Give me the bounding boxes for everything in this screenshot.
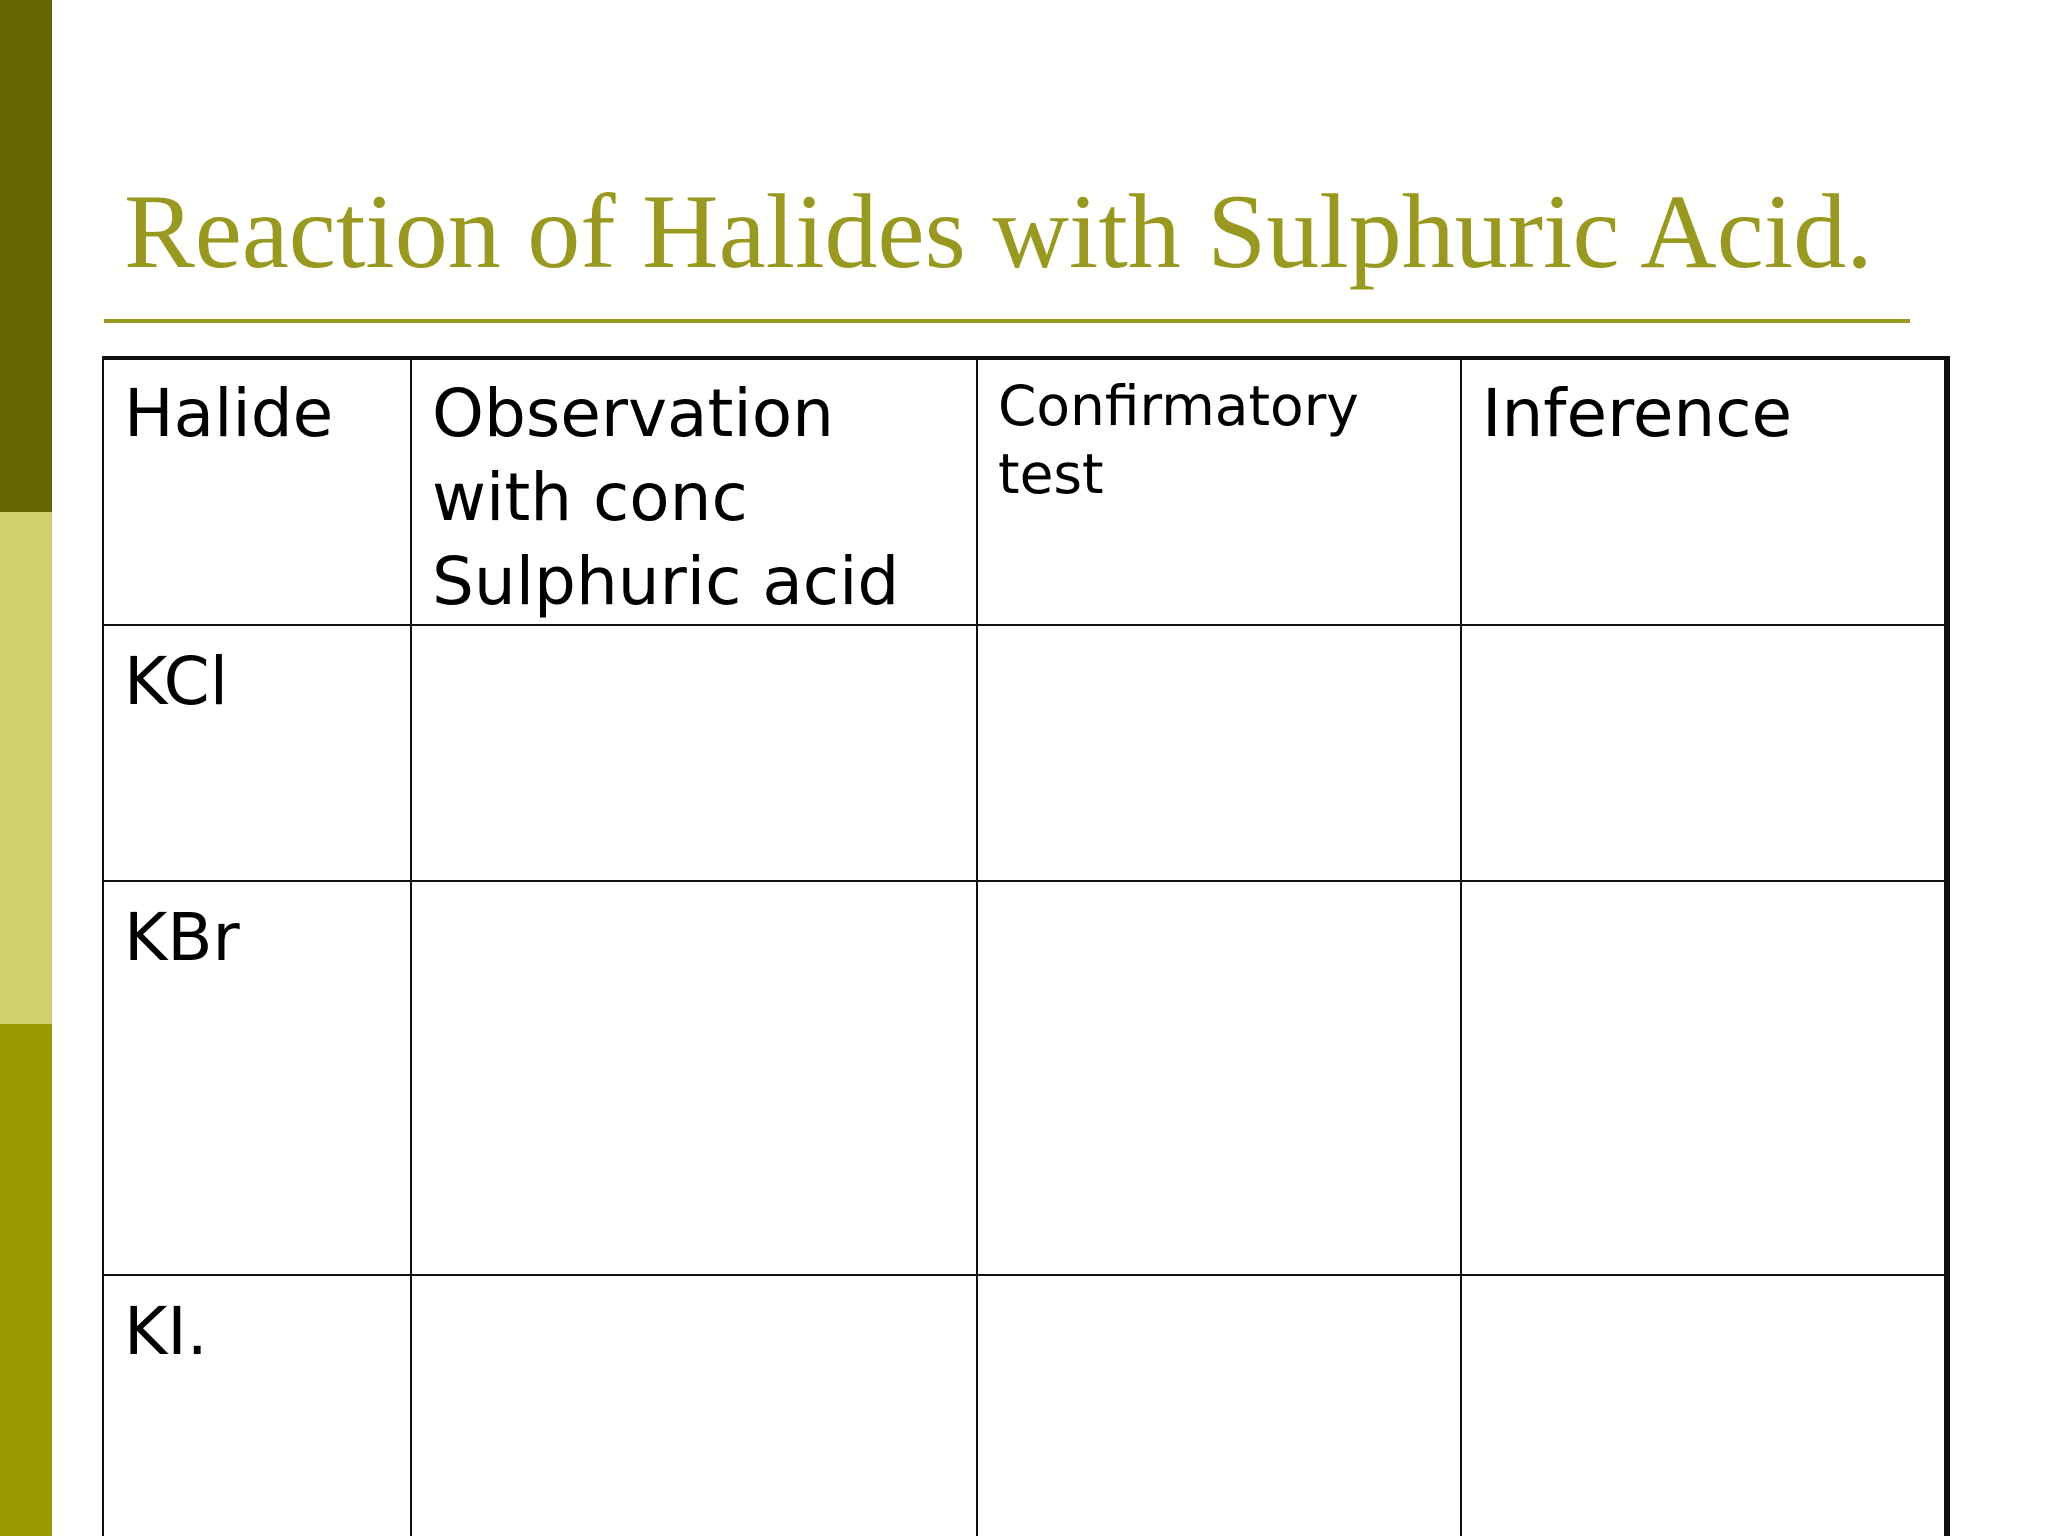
cell-confirmatory	[977, 1275, 1461, 1536]
cell-halide	[103, 1275, 411, 1536]
header-inference-text: Inference	[1482, 375, 1793, 452]
cell-confirmatory	[977, 881, 1461, 1275]
slide-title: Reaction of Halides with Sulphuric Acid.	[124, 173, 1873, 290]
cell-inference	[1461, 625, 1949, 881]
cell-halide	[103, 881, 411, 1275]
table-row	[103, 625, 1949, 881]
table-right-border	[1944, 356, 1948, 1536]
cell-inference	[1461, 881, 1949, 1275]
table-row	[103, 1275, 1949, 1536]
header-confirmatory-text: Confirmatory test	[998, 374, 1359, 506]
title-underline	[104, 319, 1910, 323]
cell-observation	[411, 625, 977, 881]
left-accent-bar-bottom	[0, 1024, 52, 1536]
halide-label: KI.	[124, 1293, 208, 1370]
cell-halide	[103, 625, 411, 881]
cell-observation	[411, 1275, 977, 1536]
cell-observation	[411, 881, 977, 1275]
halide-label: KCl	[124, 643, 229, 720]
left-accent-bar-top	[0, 0, 52, 512]
halide-table-container	[102, 356, 1948, 1536]
halide-label: KBr	[124, 899, 240, 976]
halide-table	[102, 356, 1950, 1536]
table-top-border	[102, 356, 1948, 360]
header-halide	[103, 357, 411, 625]
cell-confirmatory	[977, 625, 1461, 881]
header-observation-text: Observation with conc Sulphuric acid	[432, 375, 900, 620]
header-inference	[1461, 357, 1949, 625]
cell-inference	[1461, 1275, 1949, 1536]
header-halide-text: Halide	[124, 375, 334, 452]
table-row	[103, 881, 1949, 1275]
header-confirmatory	[977, 357, 1461, 625]
table-header-row	[103, 357, 1949, 625]
left-accent-bar-middle	[0, 512, 52, 1024]
header-observation	[411, 357, 977, 625]
